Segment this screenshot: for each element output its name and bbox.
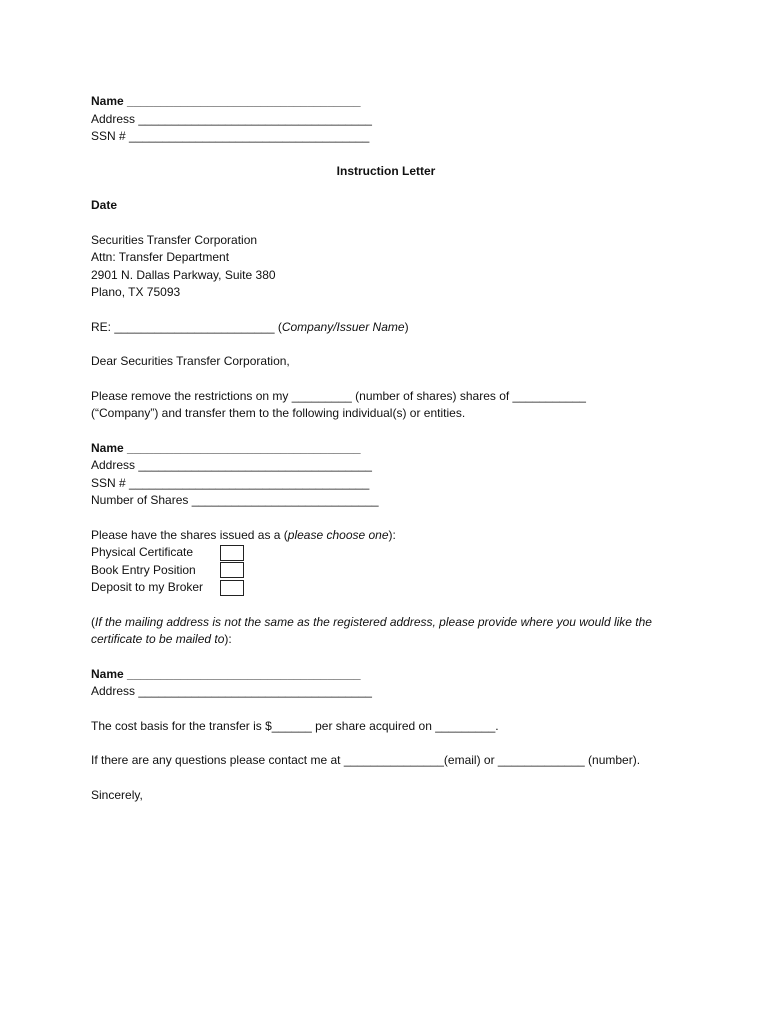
recipient-line: Plano, TX 75093	[91, 285, 181, 299]
deposit-to-broker-checkbox[interactable]	[220, 580, 244, 596]
mailing-note	[91, 614, 711, 649]
transferee-address-line: Address ___________________________________	[91, 458, 372, 472]
body-line: Please remove the restrictions on my _________ (number of shares) shares of ___________	[91, 388, 586, 403]
mailing-note-text: If the mailing address is not the same as the registered address, please provide where you would like the	[95, 614, 652, 629]
sender-ssn-line: SSN # ____________________________________	[91, 129, 370, 143]
re-company-placeholder: Company/Issuer Name	[281, 319, 405, 334]
mailing-note-open: (	[91, 614, 95, 629]
re-prefix: RE: ________________________ (	[91, 319, 282, 334]
recipient-line: Attn: Transfer Department	[91, 250, 230, 264]
body-line: (“Company”) and transfer them to the following individual(s) or entities.	[91, 406, 466, 420]
transferee-ssn-line: SSN # ____________________________________	[91, 475, 370, 490]
date-label: Date	[91, 198, 118, 212]
cost-basis-line: The cost basis for the transfer is $______ per share acquired on _________.	[91, 718, 499, 733]
mailing-note-close: ):	[224, 632, 232, 646]
closing: Sincerely,	[91, 787, 143, 802]
re-line	[91, 319, 711, 337]
mailing-name-line: Name ___________________________________	[91, 666, 361, 681]
option-deposit-to-broker	[91, 579, 711, 597]
transferee-block	[91, 440, 711, 510]
sender-block	[91, 93, 711, 146]
re-suffix: )	[404, 319, 409, 334]
option-book-entry-position	[91, 562, 711, 580]
transferee-name-line: Name ___________________________________	[91, 440, 361, 455]
recipient-block	[91, 232, 711, 302]
mailing-note-text: certificate to be mailed to	[91, 632, 225, 646]
recipient-line: 2901 N. Dallas Parkway, Suite 380	[91, 267, 276, 282]
option-label: Deposit to my Broker	[91, 580, 204, 594]
option-label: Physical Certificate	[91, 545, 194, 559]
salutation: Dear Securities Transfer Corporation,	[91, 354, 290, 368]
transferee-shares-line: Number of Shares ____________________________	[91, 493, 379, 507]
issue-instruction	[91, 527, 711, 545]
body-paragraph	[91, 388, 711, 423]
issue-options	[91, 544, 711, 597]
issue-choose-one: please choose one	[287, 527, 389, 542]
issue-suffix: ):	[388, 527, 396, 542]
sender-address-line: Address ___________________________________	[91, 111, 372, 126]
book-entry-position-checkbox[interactable]	[220, 562, 244, 578]
option-label: Book Entry Position	[91, 562, 196, 577]
physical-certificate-checkbox[interactable]	[220, 545, 244, 561]
mailing-note-line	[91, 631, 711, 649]
mailing-note-line	[91, 614, 711, 632]
letter-title: Instruction Letter	[336, 163, 436, 178]
option-physical-certificate	[91, 544, 711, 562]
mailing-address-line: Address ___________________________________	[91, 684, 372, 698]
sender-name-line: Name ___________________________________	[91, 94, 361, 108]
instruction-letter	[91, 93, 711, 804]
issue-prefix: Please have the shares issued as a (	[91, 527, 288, 542]
recipient-line: Securities Transfer Corporation	[91, 232, 258, 247]
contact-line: If there are any questions please contact me at _______________(email) or _____________ (number).	[91, 753, 641, 767]
mailing-block	[91, 666, 711, 701]
